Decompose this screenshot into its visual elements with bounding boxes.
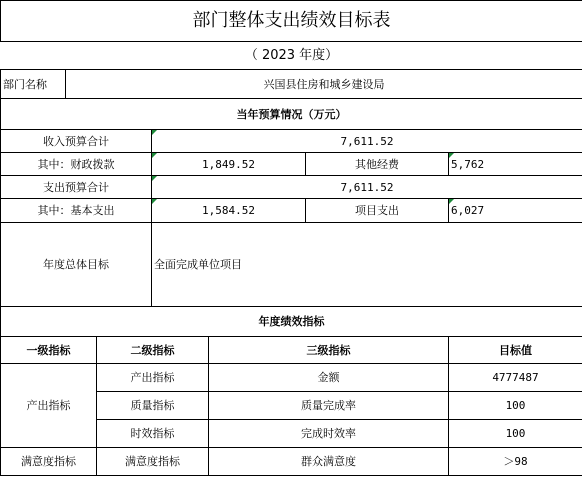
project-value: 6,027 [449, 199, 582, 223]
row-level2: 质量指标 [97, 392, 209, 420]
annual-goal-label: 年度总体目标 [1, 223, 152, 307]
row-level2: 时效指标 [97, 420, 209, 448]
satisfaction-level1: 满意度指标 [1, 448, 97, 476]
row-target: 100 [449, 420, 582, 448]
row-level3: 完成时效率 [209, 420, 449, 448]
budget-section-title: 当年预算情况（万元） [1, 99, 582, 130]
row-target: 4777487 [449, 364, 582, 392]
income-total-label: 收入预算合计 [1, 130, 152, 153]
expense-total-label: 支出预算合计 [1, 176, 152, 199]
year-line: （ 2023 年度） [1, 42, 582, 70]
project-label: 项目支出 [306, 199, 449, 223]
satisfaction-level2: 满意度指标 [97, 448, 209, 476]
row-level3: 质量完成率 [209, 392, 449, 420]
fiscal-label: 其中：财政拨款 [1, 153, 152, 176]
other-label: 其他经费 [306, 153, 449, 176]
output-group-label: 产出指标 [1, 364, 97, 448]
basic-label: 其中：基本支出 [1, 199, 152, 223]
expense-total-value: 7,611.52 [152, 176, 582, 199]
row-level2: 产出指标 [97, 364, 209, 392]
other-value: 5,762 [449, 153, 582, 176]
header-target: 目标值 [449, 337, 582, 364]
page-title: 部门整体支出绩效目标表 [1, 1, 582, 42]
row-target: 100 [449, 392, 582, 420]
basic-value: 1,584.52 [152, 199, 306, 223]
annual-goal-value: 全面完成单位项目 [152, 223, 582, 307]
performance-section-title: 年度绩效指标 [1, 307, 582, 337]
header-level2: 二级指标 [97, 337, 209, 364]
row-level3: 金额 [209, 364, 449, 392]
income-total-value: 7,611.52 [152, 130, 582, 153]
satisfaction-target: ＞98 [449, 448, 582, 476]
fiscal-value: 1,849.52 [152, 153, 306, 176]
satisfaction-level3: 群众满意度 [209, 448, 449, 476]
dept-name-label: 部门名称 [1, 70, 66, 99]
header-level3: 三级指标 [209, 337, 449, 364]
header-level1: 一级指标 [1, 337, 97, 364]
dept-name-value: 兴国县住房和城乡建设局 [66, 70, 582, 99]
